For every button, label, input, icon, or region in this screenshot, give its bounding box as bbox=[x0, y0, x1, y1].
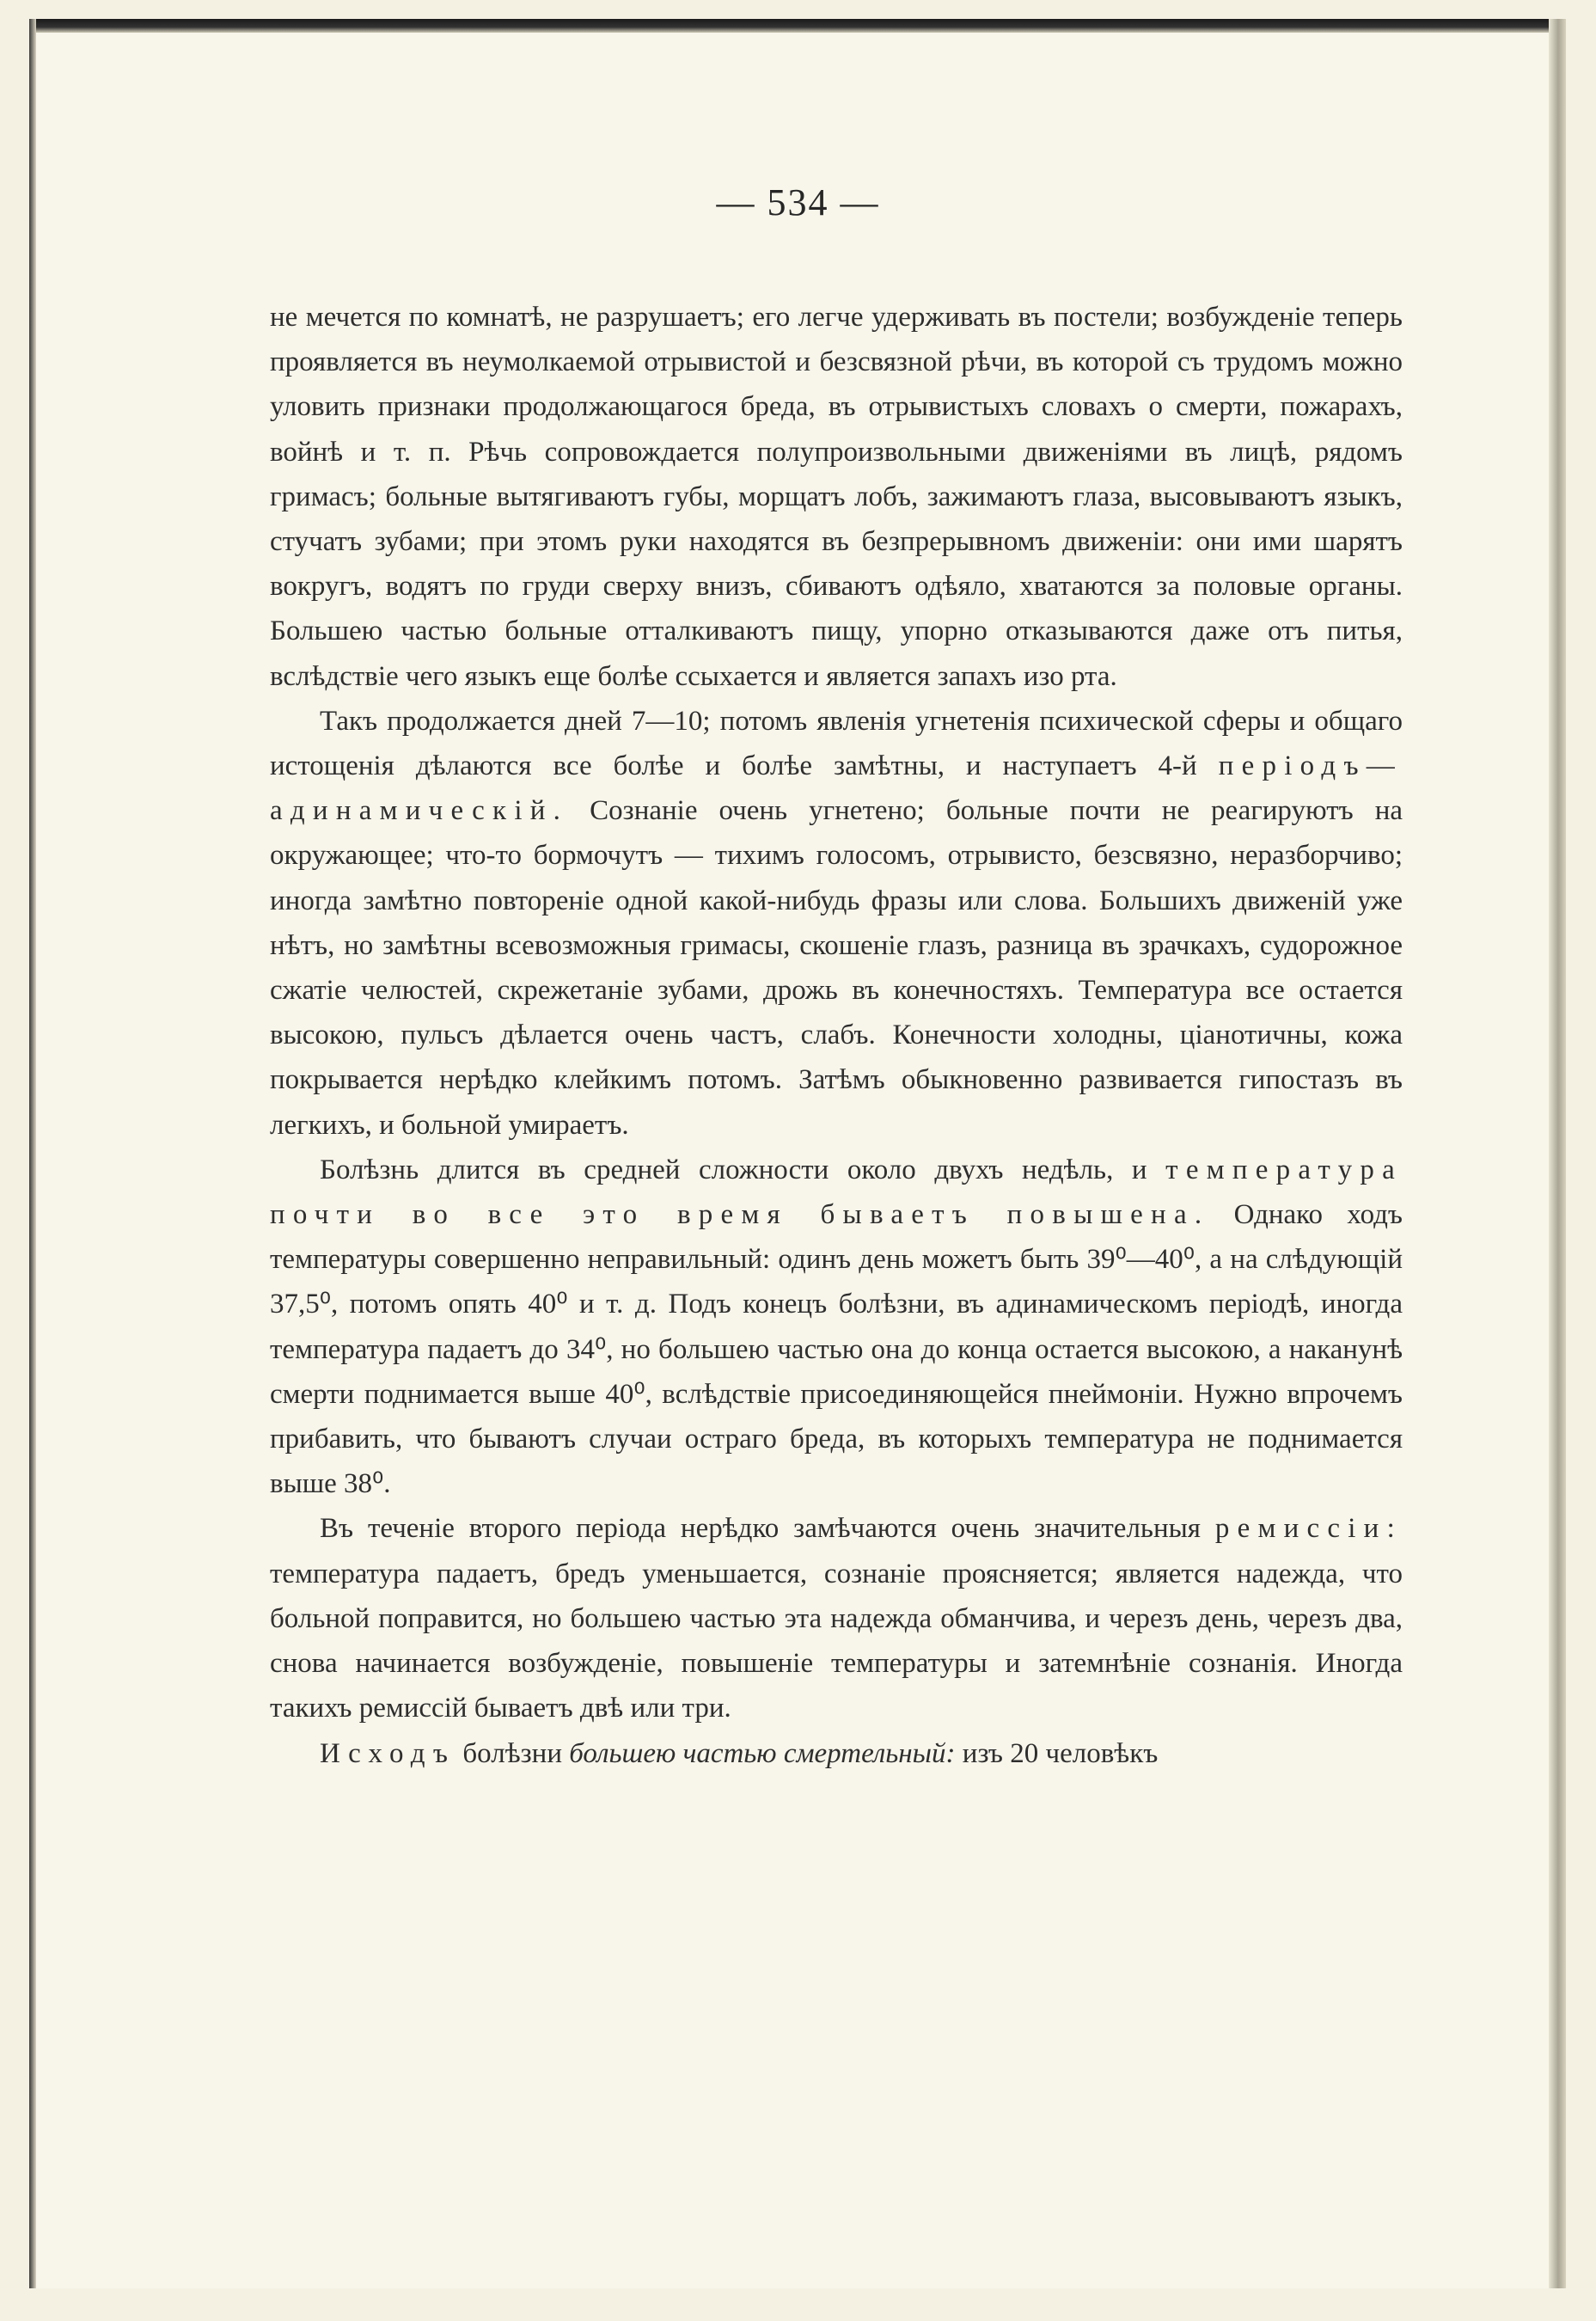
paragraph-remissions bbox=[270, 1506, 1403, 1730]
paragraph-fourth-period bbox=[270, 699, 1403, 1148]
text-run: Однако ходъ температуры совершенно неправильный: одинъ день можетъ быть 39⁰—40⁰, а на слѣдующій 37,5⁰, потомъ опять 40⁰ и т. д. Подъ конецъ болѣзни, въ адинамическомъ періодѣ, иногда температура падаетъ до 34⁰, но большею частью она до конца остается высокою, а наканунѣ смерти поднимается выше 40⁰, вслѣдствіе присоединяющейся пнеймоніи. Нужно впрочемъ прибавить, что бываютъ случаи остраго бреда, въ которыхъ температура не поднимается выше 38⁰. bbox=[270, 1199, 1403, 1500]
paragraph-continuation bbox=[270, 295, 1403, 699]
paragraph-duration bbox=[270, 1148, 1403, 1507]
scan-right-edge bbox=[1549, 19, 1566, 2288]
scan-left-edge bbox=[29, 19, 36, 2288]
spaced-term: температура почти во все это время бываетъ повышена. bbox=[270, 1154, 1403, 1231]
spaced-term: періодъ—адинамическій. bbox=[270, 750, 1403, 827]
text-run: болѣзни bbox=[456, 1737, 570, 1769]
spaced-term: Исходъ bbox=[320, 1737, 456, 1769]
text-run: не мечется по комнатѣ, не разрушаетъ; его легче удерживать въ постели; возбужденіе теперь проявляется въ неумолкаемой отрывистой и безсвязной рѣчи, въ которой съ трудомъ можно уловить признаки продолжающагося бреда, въ отрывистыхъ словахъ о смерти, пожарахъ, войнѣ и т. п. Рѣчь сопровождается полупроизвольными движеніями въ лицѣ, рядомъ гримасъ; больные вытягиваютъ губы, морщатъ лобъ, зажимаютъ глаза, высовываютъ языкъ, стучатъ зубами; при этомъ руки находятся въ безпрерывномъ движеніи: они ими шарятъ вокругъ, водятъ по груди сверху внизъ, сбиваютъ одѣяло, хватаются за половые органы. Большею частью больные отталкиваютъ пищу, упорно отказываются даже отъ питья, вслѣдствіе чего языкъ еще болѣе ссыхается и является запахъ изо рта. bbox=[270, 302, 1403, 692]
paragraph-outcome bbox=[270, 1731, 1403, 1776]
text-run: Сознаніе очень угнетено; больные почти не реагируютъ на окружающее; что-то бормочутъ — тихимъ голосомъ, отрывисто, безсвязно, неразборчиво; иногда замѣтно повтореніе одной какой-нибудь фразы или слова. Большихъ движеній уже нѣтъ, но замѣтны всевозможныя гримасы, скошеніе глазъ, разница въ зрачкахъ, судорожное сжатіе челюстей, скрежетаніе зубами, дрожь въ конечностяхъ. Температура все остается высокою, пульсъ дѣлается очень частъ, слабъ. Конечности холодны, ціанотичны, кожа покрывается нерѣдко клейкимъ потомъ. Затѣмъ обыкновенно развивается гипостазъ въ легкихъ, и больной умираетъ. bbox=[270, 795, 1403, 1141]
body-text bbox=[270, 295, 1403, 1776]
italic-phrase: большею частью смертельный: bbox=[569, 1737, 956, 1769]
page-number: — 534 — bbox=[716, 181, 880, 224]
text-run: Болѣзнь длится въ средней сложности около двухъ недѣль, и bbox=[320, 1154, 1166, 1185]
scan-top-edge bbox=[29, 19, 1566, 33]
text-run: температура падаетъ, бредъ уменьшается, сознаніе проясняется; является надежда, что больной поправится, но большею частью эта надежда обманчива, и черезъ день, черезъ два, снова начинается возбужденіе, повышеніе температуры и затемнѣніе сознанія. Иногда такихъ ремиссій бываетъ двѣ или три. bbox=[270, 1558, 1403, 1724]
spaced-term: ремиссіи: bbox=[1214, 1513, 1403, 1545]
text-run: изъ 20 человѣкъ bbox=[955, 1737, 1159, 1769]
text-run: Такъ продолжается дней 7—10; потомъ явленія угнетенія психической сферы и общаго истощенія дѣлаются все болѣе и болѣе замѣтны, и наступаетъ 4-й bbox=[270, 705, 1403, 782]
text-run: Въ теченіе второго періода нерѣдко замѣчаются очень значительныя bbox=[320, 1513, 1215, 1545]
